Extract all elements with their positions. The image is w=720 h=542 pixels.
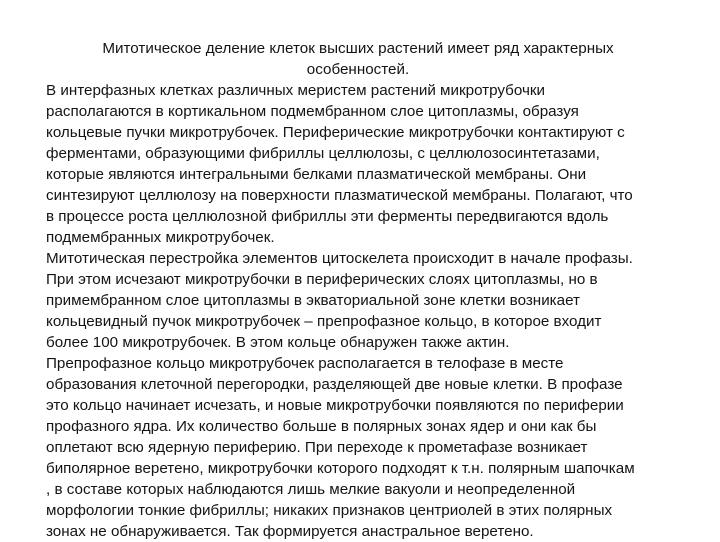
body-line: Препрофазное кольцо микротрубочек располагается в телофазе в месте [46,355,564,372]
body-line: При этом исчезают микротрубочки в периферических слоях цитоплазмы, но в [46,271,598,288]
body-line: , в составе которых наблюдаются лишь мелкие вакуоли и неопределенной [46,481,576,498]
title-line: особенностей. [306,61,410,78]
body-line: располагаются в кортикальном подмембранном слое цитоплазмы, образуя [46,103,579,120]
body-line: ферментами, образующими фибриллы целлюлозы, с целлюлозосинтетазами, [46,145,600,162]
body-text [46,80,690,542]
body-line: профазного ядра. Их количество больше в полярных зонах ядер и они как бы [46,418,597,435]
body-line: кольцевые пучки микротрубочек. Периферические микротрубочки контактируют с [46,124,625,141]
body-line: которые являются интегральными белками плазматической мембраны. Они [46,166,587,183]
body-line: более 100 микротрубочек. В этом кольце обнаружен также актин. [46,334,510,351]
body-line: подмембранных микротрубочек. [46,229,275,246]
body-line: примембранном слое цитоплазмы в экваториальной зоне клетки возникает [46,292,581,309]
body-line: синтезируют целлюлозу на поверхности плазматической мембраны. Полагают, что [46,187,633,204]
body-line: оплетают всю ядерную периферию. При переходе к прометафазе возникает [46,439,588,456]
body-line: кольцевидный пучок микротрубочек – препрофазное кольцо, в которое входит [46,313,602,330]
body-line: в процессе роста целлюлозной фибриллы эти ферменты передвигаются вдоль [46,208,609,225]
body-line: В интерфазных клетках различных меристем растений микротрубочки [46,82,546,99]
slide-title [46,38,690,80]
title-line: Митотическое деление клеток высших растений имеет ряд характерных [102,40,614,57]
body-line: образования клеточной перегородки, разделяющей две новые клетки. В профазе [46,376,623,393]
body-line: биполярное веретено, микротрубочки которого подходят к т.н. полярным шапочкам [46,460,635,477]
body-line: это кольцо начинает исчезать, и новые микротрубочки появляются по периферии [46,397,624,414]
body-line: морфологии тонкие фибриллы; никаких признаков центриолей в этих полярных [46,502,613,519]
body-line: зонах не обнаруживается. Так формируется анастральное веретено. [46,523,534,540]
body-line: Митотическая перестройка элементов цитоскелета происходит в начале профазы. [46,250,633,267]
